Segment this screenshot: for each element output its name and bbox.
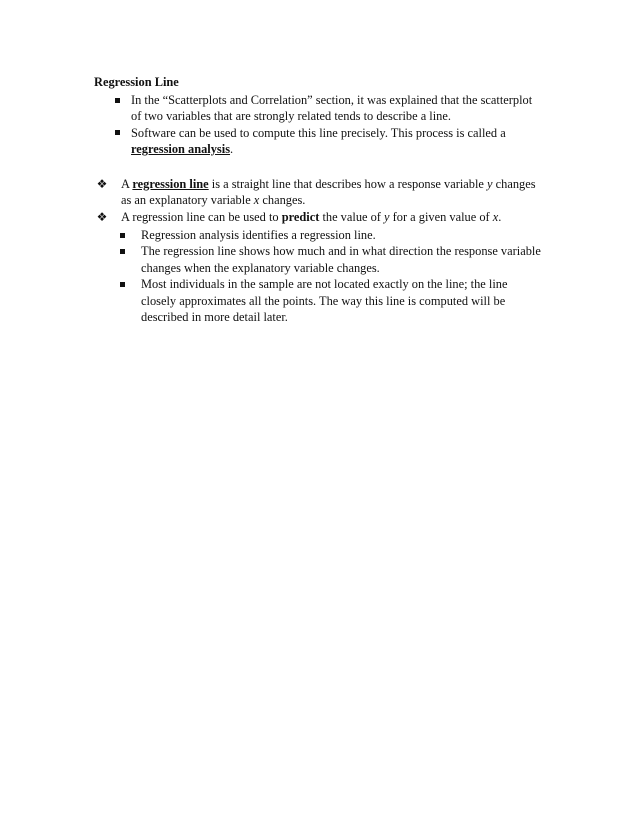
intro-bullet-text-end: . (230, 142, 234, 157)
definition-bullet-list (96, 176, 541, 225)
sub-bullet-2 (141, 243, 541, 276)
four-diamond-bullet-icon: ❖ (96, 177, 108, 191)
variable-x: x (253, 193, 260, 208)
definition-bullet-2 (96, 209, 541, 225)
variable-y: y (384, 209, 390, 224)
intro-bullet-2 (131, 125, 541, 158)
section-title: Regression Line (94, 75, 179, 89)
definition-text: A (121, 177, 133, 191)
sub-bullet-1 (141, 227, 541, 243)
sub-bullet-list (141, 227, 541, 325)
intro-bullet-1 (131, 92, 541, 125)
regression-analysis-term: regression analysis (131, 142, 231, 157)
definition-text: changes. (259, 193, 306, 208)
intro-bullet-text: In the “Scatterplots and Correlation” section, it was explained that the scatterplot of two variables that are strongly related tends to describe a line. (131, 93, 533, 124)
four-diamond-bullet-icon: ❖ (96, 209, 108, 224)
definition-text: is a straight line that describes how a response variable (208, 177, 488, 191)
sub-bullet-text: Regression analysis identifies a regression line. (141, 228, 376, 242)
square-bullet-icon (120, 249, 125, 254)
variable-y: y (487, 177, 493, 191)
regression-line-term: regression line (132, 177, 209, 191)
variable-x: x (492, 209, 499, 224)
definition-bullet-1 (96, 176, 541, 209)
definition-text: the value of (319, 209, 385, 224)
sub-bullet-text: Most individuals in the sample are not located exactly on the line; the line closely approximates all the points. The way this line is computed will be described in more detail later. (141, 277, 508, 325)
predict-term: predict (281, 209, 320, 224)
definition-text: for a given value of (389, 209, 493, 224)
sub-bullet-text: The regression line shows how much and in what direction the response variable changes when the explanatory variable changes. (141, 244, 541, 275)
sub-bullet-3 (141, 276, 541, 325)
definition-text: changes as an explanatory variable (121, 177, 536, 208)
square-bullet-icon (120, 233, 125, 238)
square-bullet-icon (115, 98, 120, 103)
square-bullet-icon (115, 130, 120, 135)
intro-bullet-list (131, 92, 541, 158)
definition-text: A regression line can be used to (121, 209, 282, 224)
square-bullet-icon (120, 282, 125, 287)
intro-bullet-text: Software can be used to compute this line precisely. This process is called a (131, 125, 506, 140)
definition-text: . (498, 209, 502, 224)
